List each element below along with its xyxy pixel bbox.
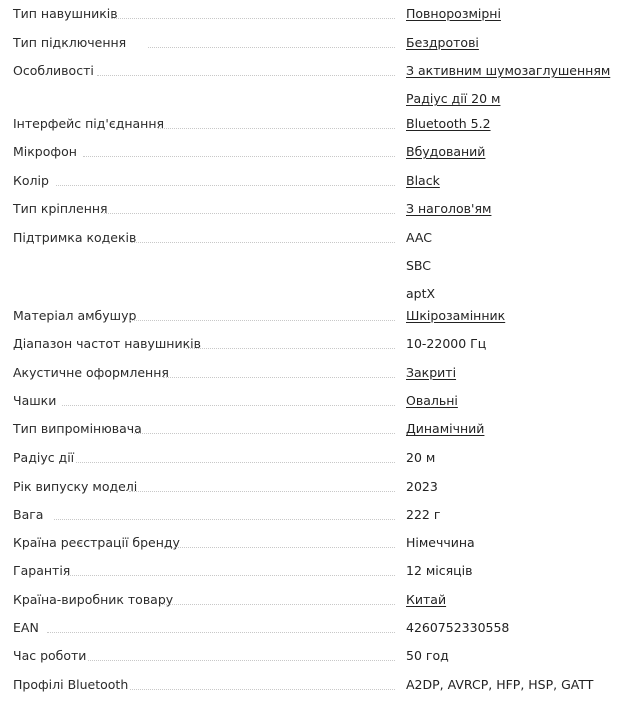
spec-label: Країна реєстрації бренду — [13, 535, 180, 550]
dotted-leader — [83, 156, 395, 157]
spec-value-link[interactable]: Вбудований — [406, 144, 486, 159]
dotted-leader — [47, 632, 395, 633]
spec-values — [406, 142, 485, 170]
spec-value: 4260752330558 — [406, 620, 510, 635]
spec-values — [406, 618, 509, 646]
spec-value-link[interactable]: З активним шумозаглушенням — [406, 63, 611, 78]
spec-value: 2023 — [406, 479, 438, 494]
dotted-leader — [88, 660, 395, 661]
dotted-leader — [148, 47, 395, 48]
spec-values — [406, 391, 458, 419]
spec-values — [406, 363, 456, 391]
spec-value-link[interactable]: Black — [406, 173, 440, 188]
spec-value: Німеччина — [406, 535, 475, 550]
dotted-leader — [104, 213, 395, 214]
spec-label: Інтерфейс під'єднання — [13, 116, 165, 131]
spec-values — [406, 533, 475, 561]
spec-value-link[interactable]: Закриті — [406, 365, 457, 380]
spec-values — [406, 646, 449, 674]
spec-values — [406, 419, 484, 447]
spec-label: Підтримка кодеків — [13, 230, 137, 245]
spec-value: 50 год — [406, 648, 449, 663]
spec-value-link[interactable]: Китай — [406, 592, 447, 607]
dotted-leader — [129, 491, 395, 492]
spec-label: Профілі Bluetooth — [13, 677, 129, 692]
spec-values — [406, 334, 486, 362]
dotted-leader — [131, 242, 395, 243]
spec-values — [406, 171, 440, 199]
spec-value: 222 г — [406, 507, 441, 522]
spec-value: 10-22000 Гц — [406, 336, 487, 351]
dotted-leader — [163, 377, 395, 378]
dotted-leader — [56, 185, 395, 186]
spec-label: Час роботи — [13, 648, 87, 663]
spec-values — [406, 561, 473, 589]
spec-value-link[interactable]: Бездротові — [406, 35, 479, 50]
spec-values — [406, 590, 446, 618]
spec-value: A2DP, AVRCP, HFP, HSP, GATT — [406, 677, 594, 692]
dotted-leader — [186, 348, 395, 349]
spec-value-link[interactable]: Шкірозамінник — [406, 308, 506, 323]
dotted-leader — [134, 433, 395, 434]
spec-value: 20 м — [406, 450, 436, 465]
spec-value-link[interactable]: Радіус дії 20 м — [406, 91, 501, 106]
spec-label: Вага — [13, 507, 44, 522]
spec-label: Чашки — [13, 393, 57, 408]
spec-value: AAC — [406, 230, 432, 245]
spec-value: aptX — [406, 286, 436, 301]
spec-value-link[interactable]: З наголов'ям — [406, 201, 492, 216]
spec-label: Акустичне оформлення — [13, 365, 169, 380]
spec-label: Радіус дії — [13, 450, 75, 465]
spec-label: EAN — [13, 620, 39, 635]
spec-label: Тип навушників — [13, 6, 118, 21]
spec-values — [406, 4, 501, 32]
spec-values — [406, 448, 435, 476]
dotted-leader — [130, 689, 395, 690]
dotted-leader — [76, 462, 395, 463]
spec-values — [406, 505, 440, 533]
spec-label: Країна-виробник товару — [13, 592, 174, 607]
spec-values — [406, 306, 505, 334]
spec-label: Колір — [13, 173, 49, 188]
spec-values — [406, 199, 491, 227]
dotted-leader — [111, 18, 395, 19]
spec-values — [406, 33, 479, 61]
spec-label: Матеріал амбушур — [13, 308, 137, 323]
spec-label: Гарантія — [13, 563, 71, 578]
spec-value-link[interactable]: Повнорозмірні — [406, 6, 501, 21]
spec-label: Тип випромінювача — [13, 421, 142, 436]
dotted-leader — [167, 547, 395, 548]
spec-label: Мікрофон — [13, 144, 77, 159]
spec-values — [406, 114, 491, 142]
dotted-leader — [62, 405, 395, 406]
spec-value-link[interactable]: Bluetooth 5.2 — [406, 116, 491, 131]
spec-values — [406, 61, 610, 117]
dotted-leader — [130, 320, 395, 321]
spec-values — [406, 228, 435, 312]
dotted-leader — [162, 604, 395, 605]
spec-label: Рік випуску моделі — [13, 479, 138, 494]
spec-label: Особливості — [13, 63, 94, 78]
dotted-leader — [97, 75, 395, 76]
spec-label: Тип підключення — [13, 35, 127, 50]
spec-label: Тип кріплення — [13, 201, 108, 216]
spec-value: 12 місяців — [406, 563, 473, 578]
spec-label: Діапазон частот навушників — [13, 336, 201, 351]
dotted-leader — [54, 519, 395, 520]
dotted-leader — [158, 128, 395, 129]
spec-value: SBC — [406, 258, 432, 273]
spec-value-link[interactable]: Динамічний — [406, 421, 485, 436]
spec-value-link[interactable]: Овальні — [406, 393, 458, 408]
spec-values — [406, 477, 438, 505]
dotted-leader — [67, 575, 395, 576]
